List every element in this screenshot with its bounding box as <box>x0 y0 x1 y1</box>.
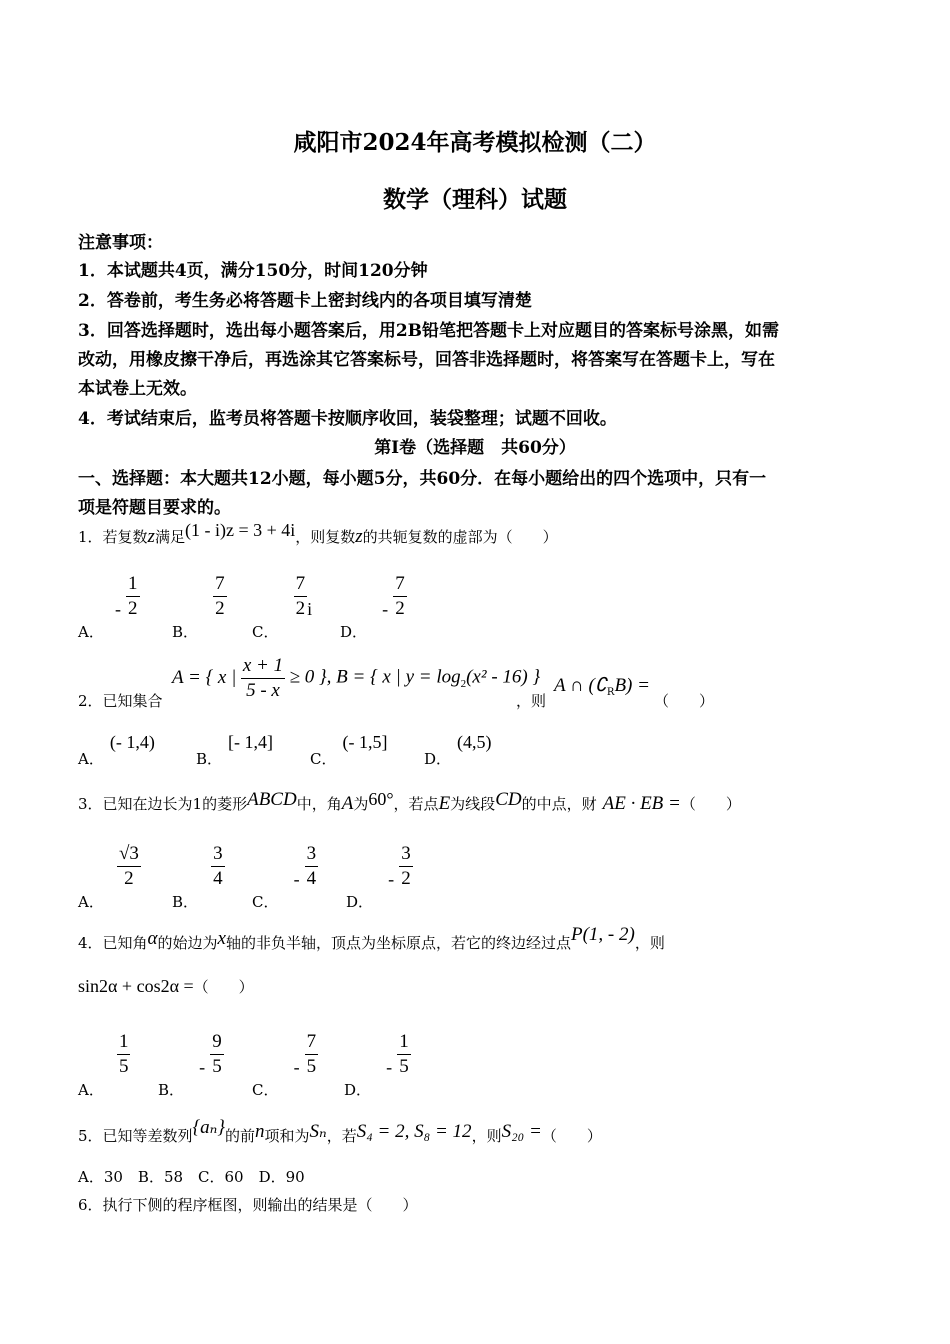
notice-item-4: 4．考试结束后，监考员将答题卡按顺序收回，装袋整理；试题不回收。 <box>78 409 617 429</box>
section-instructions-line-1: 一、选择题：本大题共12小题，每小题5分，共60分．在每小题给出的四个选项中，只有一 <box>78 469 767 489</box>
q1-option-b[interactable]: B． $\frac{7}{2}$ <box>172 573 225 641</box>
question-2-sets: A = { x | $\frac{x + 1}{5 - x}$ ≥ 0 }, B = { x | $y = \log_2(x^2 - 16)$ } <box>172 655 541 701</box>
notice-item-2: 2．答卷前，考生务必将答题卡上密封线内的各项目填写清楚 <box>78 291 532 311</box>
notice-item-3-line-1: 3．回答选择题时，选出每小题答案后，用2B铅笔把答题卡上对应题目的答案标号涂黑，如需 <box>78 321 780 341</box>
q1-option-c[interactable]: C． $\frac{7}{2}$ i <box>252 573 313 641</box>
question-5-stem: 5．已知等差数列{aₙ}的前n项和为Sₙ，若S₄ = 2, S₈ = 12，则S₂₀ =（ ） <box>78 1117 602 1145</box>
exam-subtitle: 数学（理科）试题 <box>383 186 567 213</box>
q4-option-b[interactable]: B． - $\frac{9}{5}$ <box>158 1031 222 1099</box>
notice-item-1: 1．本试题共4页，满分150分，时间120分钟 <box>78 261 428 281</box>
q4-option-c[interactable]: C． - $\frac{7}{5}$ <box>252 1031 317 1099</box>
question-4-expression-line: sin2α + cos2α =（ ） <box>78 976 254 996</box>
q3-option-a[interactable]: A． $\frac{√3}{2}$ <box>78 843 139 911</box>
q3-option-d[interactable]: D． - $\frac{3}{2}$ <box>346 843 411 911</box>
notice-item-3-line-2: 改动，用橡皮擦干净后，再选涂其它答案标号，回答非选择题时，将答案写在答题卡上，写在 <box>78 350 775 370</box>
part1-heading: 第Ⅰ卷（选择题 共60分） <box>374 438 576 458</box>
q1-option-a[interactable]: A． - $\frac{1}{2}$ <box>78 573 138 641</box>
question-2-prefix: 2．已知集合 <box>78 692 163 710</box>
question-2-then: ，则 <box>516 692 547 710</box>
question-5-options[interactable]: A．30 B．58 C．60 D．90 <box>78 1168 305 1186</box>
q1-option-d[interactable]: D． - $\frac{7}{2}$ <box>340 573 405 641</box>
question-1-stem: 1．若复数z满足(1 - i)z = 3 + 4i，则复数z的共轭复数的虚部为（ ） <box>78 520 558 547</box>
q3-option-b[interactable]: B． $\frac{3}{4}$ <box>172 843 223 911</box>
q2-option-b[interactable]: B．[- 1,4] <box>196 732 274 768</box>
q2-option-a[interactable]: A．(- 1,4) <box>78 732 155 768</box>
question-3-stem: 3．已知在边长为1的菱形ABCD中，角A为60°，若点E为线段CD的中点，财 AE · EB =（ ） <box>78 789 741 814</box>
section-instructions-line-2: 项是符题目要求的。 <box>78 498 231 518</box>
question-2-paren: （ ） <box>654 692 715 710</box>
notice-heading: 注意事项： <box>78 233 163 253</box>
q2-option-d[interactable]: D．(4,5) <box>424 732 492 768</box>
question-4-stem: 4．已知角α的始边为x轴的非负半轴，顶点为坐标原点，若它的终边经过点P(1, - 2)，则 <box>78 924 665 952</box>
question-6-stem: 6．执行下侧的程序框图，则输出的结果是（ ） <box>78 1196 418 1214</box>
question-2-expression: A ∩ $(∁_RB)$ = <box>554 675 650 699</box>
q3-option-c[interactable]: C． - $\frac{3}{4}$ <box>252 843 317 911</box>
q2-option-c[interactable]: C．(- 1,5] <box>310 732 388 768</box>
exam-title: 咸阳市2024年高考模拟检测（二） <box>293 129 657 156</box>
notice-item-3-line-3: 本试卷上无效。 <box>78 379 197 399</box>
q4-option-a[interactable]: A． $\frac{1}{5}$ <box>78 1031 129 1099</box>
q4-option-d[interactable]: D． - $\frac{1}{5}$ <box>344 1031 409 1099</box>
